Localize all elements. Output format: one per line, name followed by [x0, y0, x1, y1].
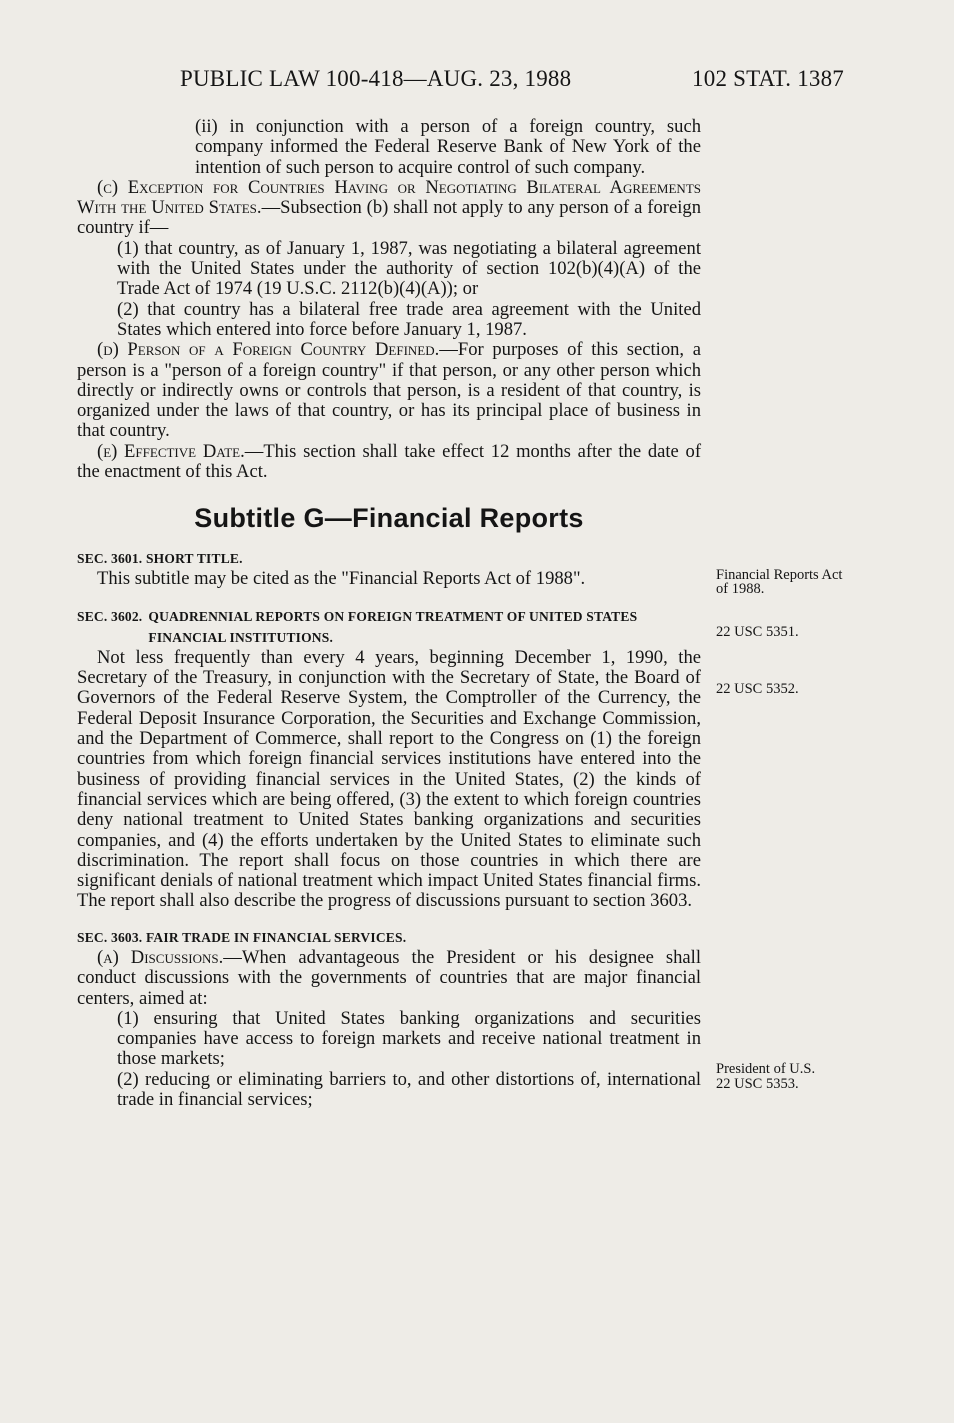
margin-note-president: President of U.S.: [716, 1061, 816, 1077]
margin-note-financial-reports: Financial Reports Act of 1988.: [716, 567, 843, 597]
subsection-e-text: —This section shall take effect 12 months after the date of the enactment of this Act.: [77, 440, 702, 483]
subsection-e: [77, 442, 701, 483]
subsection-c-heading: (c) Exception for Countries Having or Negotiating Bilateral Agreements With the United States.: [77, 176, 701, 219]
main-text: [77, 117, 701, 1110]
subsection-a-heading: (a) Discussions.: [97, 946, 224, 968]
section-3602-text: Not less frequently than every 4 years, beginning December 1, 1990, the Secretary of the Treasury, in conjunction with the Secretary of State, the Board of Governors of the Federal Reserve System, the Comptroller of the Currency, the Federal Deposit Insurance Corporation, the Securities and Exchange Commission, and the Department of Commerce, shall report to the Congress on (1) the foreign countries from which foreign financial services institutions have entered into the business of providing financial services in the United States, (2) the kinds of financial services which are being offered, (3) the extent to which foreign countries deny national treatment to United States banking organizations and securities companies, and (4) the efforts undertaken by the United States to eliminate such discrimination. The report shall focus on those countries in which there are significant denials of national treatment which impact United States financial firms. The report shall also describe the progress of discussions pursuant to section 3603.: [77, 646, 701, 912]
section-3601-text: This subtitle may be cited as the "Financial Reports Act of 1988".: [97, 567, 586, 589]
subsection-a: [77, 948, 701, 1009]
margin-note-22-usc-5353: 22 USC 5353.: [716, 1076, 799, 1092]
section-3602-heading: [77, 607, 701, 648]
section-3601-number: SEC. 3601.: [77, 550, 143, 566]
subsection-c: [77, 178, 701, 239]
section-3603-heading: [77, 928, 701, 948]
section-3601-heading: [77, 549, 701, 569]
subsection-d-heading: (d) Person of a Foreign Country Defined.: [97, 339, 440, 361]
section-3603-title: FAIR TRADE IN FINANCIAL SERVICES.: [145, 929, 407, 945]
paragraph-c1: (1) that country, as of January 1, 1987, was negotiating a bilateral agreement with the United States under the authority of section 102(b)(4)(A) of the Trade Act of 1974 (19 U.S.C. 2112(b)(4)(A)); or: [117, 237, 701, 300]
subsection-d: [77, 340, 701, 441]
margin-note-22-usc-5351: 22 USC 5351.: [716, 624, 799, 640]
subsection-e-heading: (e) Effective Date.: [97, 440, 245, 462]
subtitle-heading: Subtitle G—Financial Reports: [194, 503, 584, 534]
subsection-d-text: —For purposes of this section, a person is a "person of a foreign country" if that person, or any other person which directly or indirectly owns or controls that person, is a resident of that country, is organized under the laws of that country, or has its principal place of business in that country.: [77, 339, 701, 442]
subsection-c-text: —Subsection (b) shall not apply to any person of a foreign country if—: [77, 197, 701, 239]
section-3601-title: SHORT TITLE.: [145, 550, 243, 566]
paragraph-a1: (1) ensuring that United States banking organizations and securities companies have access to foreign markets and receive national treatment in those markets;: [117, 1007, 701, 1070]
section-3602-title: QUADRENNIAL REPORTS ON FOREIGN TREATMENT OF UNITED STATES FINANCIAL INSTITUTIONS.: [148, 609, 638, 645]
section-3603-number: SEC. 3603.: [77, 929, 143, 945]
paragraph-ii: (ii) in conjunction with a person of a foreign country, such company informed the Federal Reserve Bank of New York of the intention of such person to acquire control of such company.: [195, 116, 701, 178]
subsection-a-text: —When advantageous the President or his designee shall conduct discussions with the governments of countries that are major financial centers, aimed at:: [77, 946, 701, 1009]
page-header: [180, 66, 844, 92]
header-public-law: PUBLIC LAW 100-418—AUG. 23, 1988: [180, 66, 572, 91]
paragraph-a2: (2) reducing or eliminating barriers to, and other distortions of, international trade in financial services;: [117, 1068, 701, 1111]
header-stat-number: 102 STAT. 1387: [692, 66, 844, 91]
section-3602-number: SEC. 3602.: [77, 609, 143, 625]
paragraph-c2: (2) that country has a bilateral free trade area agreement with the United States which entered into force before January 1, 1987.: [117, 298, 701, 340]
margin-note-22-usc-5352: 22 USC 5352.: [716, 681, 799, 697]
